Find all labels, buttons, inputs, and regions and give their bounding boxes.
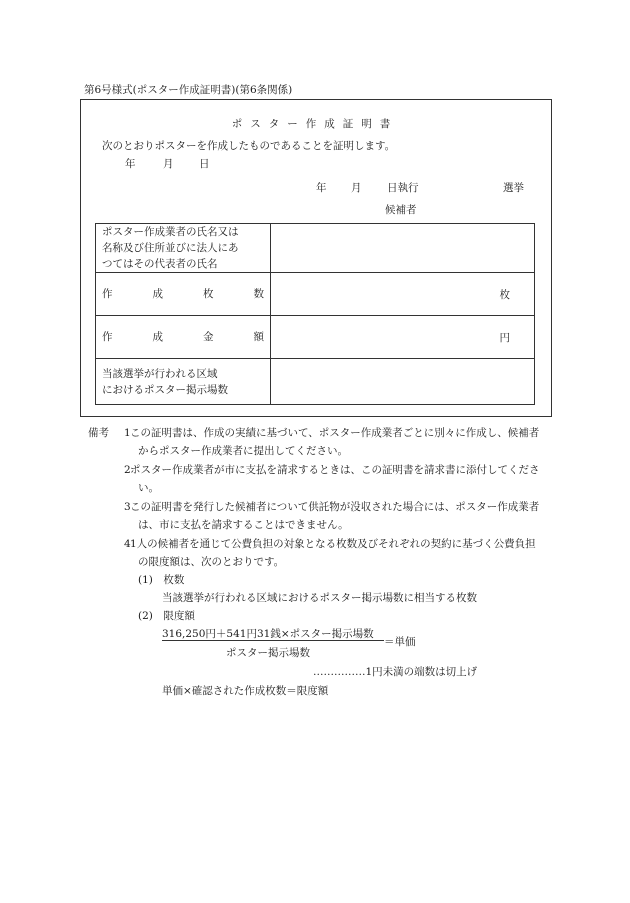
amount-unit: 円 [271, 316, 535, 359]
label-char: 金 [203, 331, 214, 343]
rounding-note: ……………1円未満の端数は切上げ [313, 666, 478, 678]
item1-label: (1) 枚数 [138, 574, 185, 586]
table-row [96, 224, 535, 273]
amount-label [96, 316, 271, 359]
remark-number: 2 [124, 464, 131, 476]
remark-number: 1 [124, 427, 131, 439]
remark-text: この証明書は、作成の実績に基づいて、ポスター作成業者ごとに別々に作成し、候補者からポスター作成業者に提出してください。 [130, 427, 540, 457]
candidate-label: 候補者 [385, 204, 417, 216]
table-row [96, 273, 535, 316]
label-line: つてはその代表者の氏名 [102, 258, 218, 270]
final-formula: 単価×確認された作成枚数＝限度額 [162, 685, 329, 697]
remark-text: 1人の候補者を通じて公費負担の対象となる枚数及びそれぞれの契約に基づく公費負担の限度額は、次のとおりです。 [130, 538, 536, 568]
label-line: 名称及び住所並びに法人にあ [102, 242, 239, 254]
table-row [96, 316, 535, 359]
sheet-count-label [96, 273, 271, 316]
label-line: におけるポスター掲示場数 [102, 383, 228, 396]
formula-denominator: ポスター掲示場数 [226, 647, 310, 659]
contractor-name-label [96, 224, 271, 273]
formula-numerator: 316,250円＋541円31銭×ポスター掲示場数 [162, 628, 374, 640]
item1-text: 当該選挙が行われる区域におけるポスター掲示場数に相当する枚数 [162, 592, 477, 604]
label-char: 数 [253, 288, 264, 300]
label-char: 額 [253, 331, 264, 343]
election-month: 月 [351, 182, 362, 194]
date-day: 日 [199, 158, 210, 170]
remark-text: ポスター作成業者が市に支払を請求するときは、この証明書を請求書に添付してください。 [130, 464, 540, 494]
remarks-heading: 備考 [88, 427, 109, 439]
remark-note [84, 498, 554, 534]
certification-statement: 次のとおりポスターを作成したものであることを証明します。 [102, 140, 396, 152]
label-line: 当該選挙が行われる区域 [102, 367, 218, 380]
remark-note [84, 424, 554, 460]
date-year: 年 [125, 158, 136, 170]
certificate-table [95, 223, 535, 405]
fraction-line [162, 640, 384, 641]
item2-label: (2) 限度額 [138, 610, 195, 622]
formula-equals-unit: ＝単価 [384, 636, 416, 648]
remark-number: 4 [124, 538, 131, 550]
poster-board-count-label [96, 359, 271, 405]
date-month: 月 [163, 158, 174, 170]
label-char: 作 [102, 331, 113, 343]
sheet-count-unit: 枚 [271, 273, 535, 316]
label-char: 枚 [203, 288, 214, 300]
poster-board-count-value [271, 359, 535, 405]
remark-note [84, 535, 554, 571]
contractor-name-value [271, 224, 535, 273]
remark-note [84, 461, 554, 497]
label-char: 成 [152, 331, 163, 343]
remark-number: 3 [124, 501, 131, 513]
remark-text: この証明書を発行した候補者について供託物が没収された場合には、ポスター作成業者は、市に支払を請求することはできません。 [130, 501, 540, 531]
certificate-title: ポスター作成証明書 [231, 118, 399, 130]
label-char: 作 [102, 288, 113, 300]
form-label: 第6号様式(ポスター作成証明書)(第6条関係) [84, 84, 293, 96]
table-row [96, 359, 535, 405]
remarks-section [84, 424, 554, 572]
label-line: ポスター作成業者の氏名又は [102, 226, 239, 238]
label-char: 成 [152, 288, 163, 300]
election-day-shikko: 日執行 [387, 182, 419, 194]
election-year: 年 [316, 182, 327, 194]
election-senkyo: 選挙 [503, 182, 524, 194]
